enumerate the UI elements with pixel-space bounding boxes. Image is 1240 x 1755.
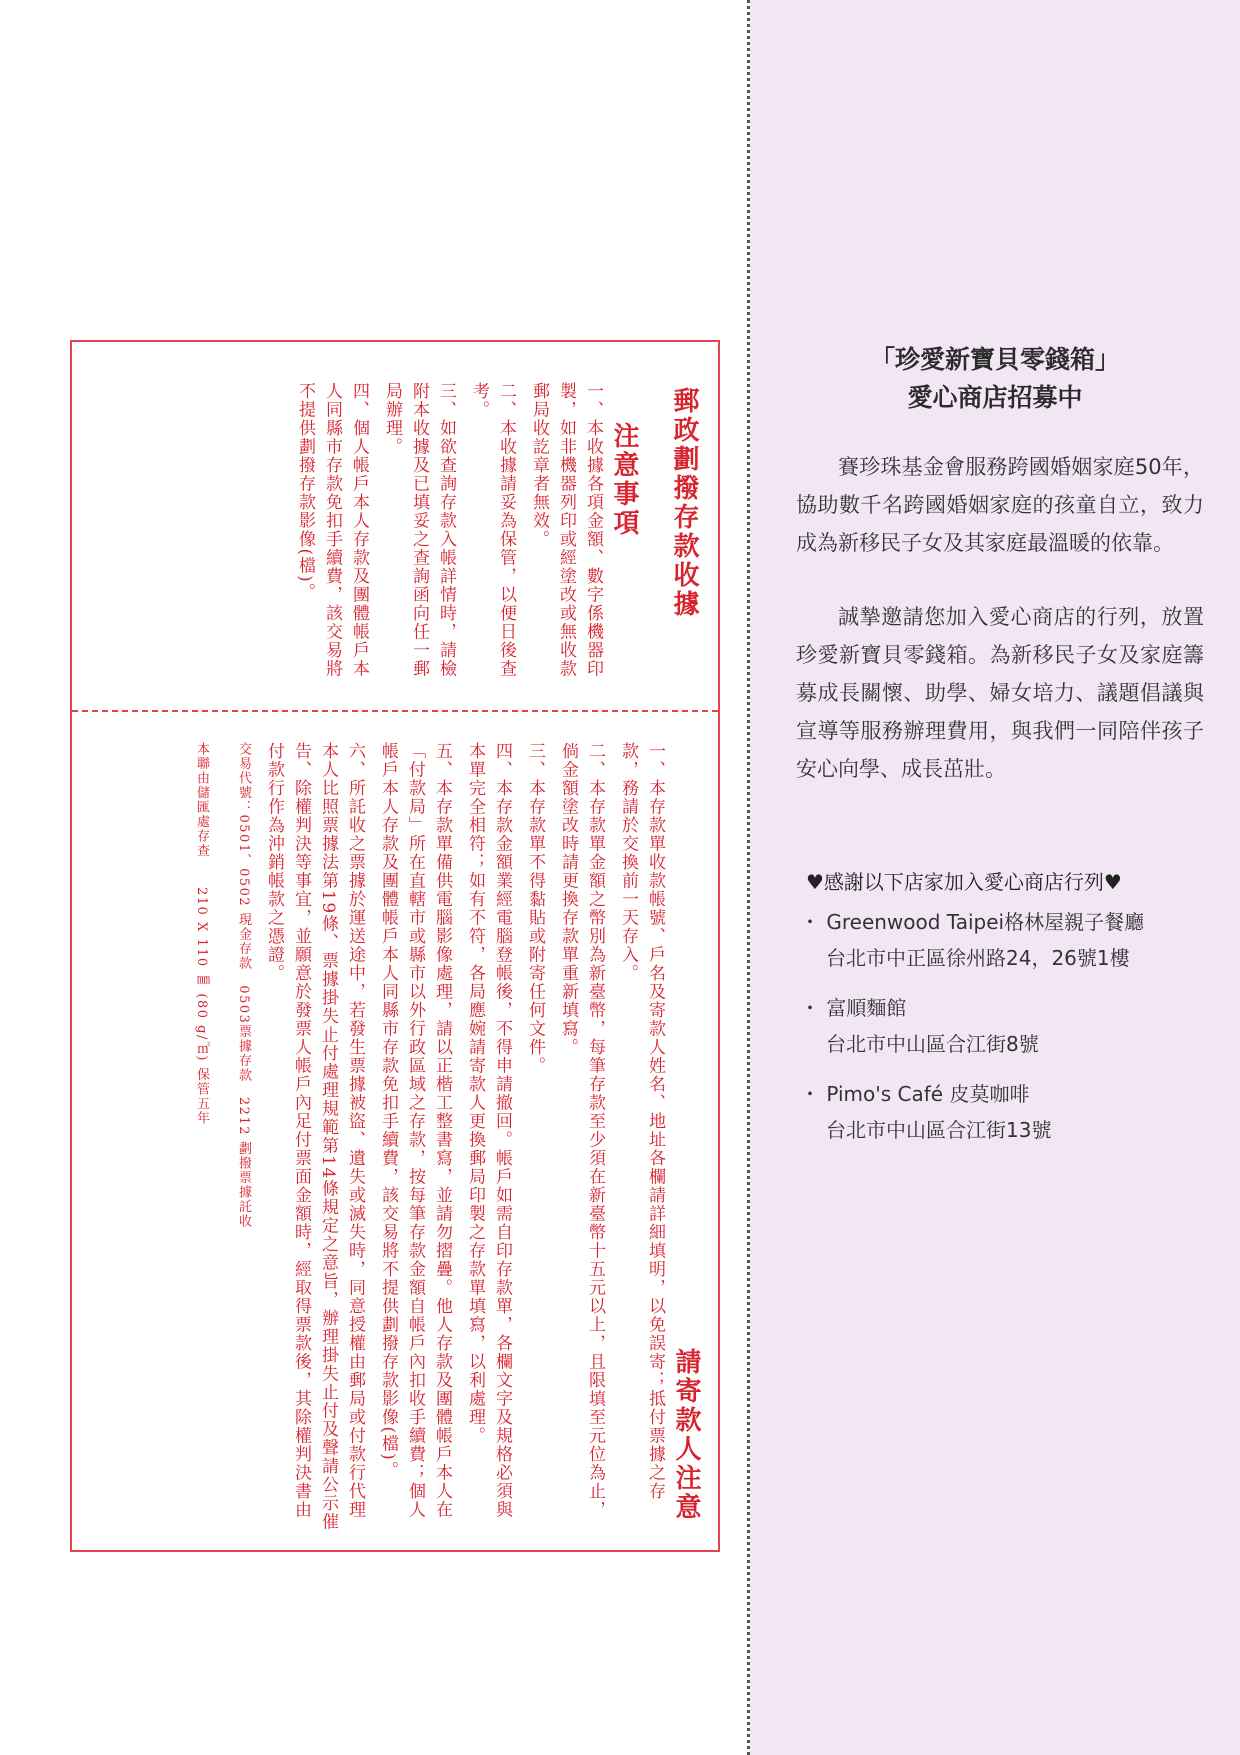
depositor-items: [190, 722, 668, 1532]
store-address: 台北市中山區合江街8號: [826, 1032, 1039, 1056]
receipt-subtitle: 注意事項: [609, 422, 639, 538]
slip-dashed-divider: [72, 710, 718, 712]
campaign-title: 「珍愛新寶貝零錢箱」: [869, 345, 1120, 374]
depositor-item: 六、所託收之票據於運送途中，若發生票據被盜、遺失或滅失時，同意授權由郵局或付款行代理本人比照票據法第19條、票據掛失止付處理規範第14條規定之意旨，辦理掛失止付及聲請公示催告、除權判決等事宜，並願意於發票人帳戶內足付票面金額時，經取得票款後，其除權判決書由付款行作為沖銷帳款之憑證。: [264, 742, 365, 1532]
receipt-notes-panel: [80, 352, 710, 702]
depositor-item: 三、本存款單不得黏貼或附寄任何文件。: [525, 742, 545, 1075]
store-name: ・ 富順麵館: [800, 996, 907, 1020]
receipt-item: 一、本收據各項金額、數字係機器印製，如非機器列印或經塗改或無收款郵局收訖章者無效。: [529, 382, 603, 678]
invite-paragraph: 誠摯邀請您加入愛心商店的行列，放置珍愛新寶貝零錢箱。為新移民子女及家庭籌募成長關懷、助學、婦女培力、議題倡議與宣導等服務辦理費用，與我們一同陪伴孩子安心向學、成長茁壯。: [796, 605, 1204, 781]
slip-footer-codes: 交易代號：0501、0502 現金存款 0503票據存款 2212 劃撥票據託收: [236, 742, 251, 1229]
list-item: [800, 990, 1220, 1062]
depositor-item: 五、本存款單備供電腦影像處理，請以正楷工整書寫，並請勿摺疊。他人存款及團體帳戶本人在「付款局」所在直轄市或縣市以外行政區域之存款，按每筆存款金額自帳戶內扣收手續費；個人帳戶本人存款及團體帳戶本人同縣市存款免扣手續費，該交易將不提供劃撥存款影像(檔)。: [378, 742, 452, 1519]
store-name: ・ Pimo's Café 皮莫咖啡: [800, 1082, 1030, 1106]
receipt-items: [291, 352, 606, 682]
store-address: 台北市中山區合江街13號: [826, 1118, 1052, 1142]
list-item: [800, 1076, 1220, 1148]
depositor-item: 四、本存款金額業經電腦登帳後，不得申請撤回。帳戶如需自印存款單，各欄文字及規格必須與本單完全相符；如有不符，各局應婉請寄款人更換郵局印製之存款單填寫，以利處理。: [465, 742, 512, 1519]
slip-footer-spec: 本聯由儲匯處存查 210 X 110 ㎜ (80 g/㎡) 保管五年: [194, 742, 209, 1126]
receipt-item: 二、本收據請妥為保管，以便日後查考。: [469, 382, 516, 678]
recruitment-panel: [750, 0, 1240, 1755]
receipt-title: 郵政劃撥存款收據: [669, 387, 699, 619]
receipt-item: 四、個人帳戶本人存款及團體帳戶本人同縣市存款免扣手續費，該交易將不提供劃撥存款影像(檔)。: [295, 382, 369, 678]
postal-slip: [70, 340, 720, 1552]
depositor-notes-title: 請寄款人注意: [671, 1348, 701, 1522]
store-list: [800, 904, 1220, 1162]
depositor-item: 二、本存款單金額之幣別為新臺幣，每筆存款至少須在新臺幣十五元以上，且限填至元位為止，倘金額塗改時請更換存款單重新填寫。: [558, 742, 605, 1519]
store-name: ・ Greenwood Taipei格林屋親子餐廳: [800, 910, 1145, 934]
intro-paragraph: 賽珍珠基金會服務跨國婚姻家庭50年，協助數千名跨國婚姻家庭的孩童自立，致力成為新移民子女及其家庭最溫暖的依靠。: [796, 455, 1204, 555]
thanks-line: ♥感謝以下店家加入愛心商店行列♥: [806, 870, 1122, 894]
depositor-item: 一、本存款單收款帳號、戶名及寄款人姓名、地址各欄請詳細填明，以免誤寄；抵付票據之存款，務請於交換前一天存入。: [618, 742, 665, 1501]
list-item: [800, 904, 1220, 976]
receipt-item: 三、如欲查詢存款入帳詳情時，請檢附本收據及已填妥之查詢函向任一郵局辦理。: [382, 382, 456, 678]
campaign-subtitle: 愛心商店招募中: [907, 383, 1083, 412]
depositor-notes-panel: [80, 722, 710, 1542]
store-address: 台北市中正區徐州路24，26號1樓: [826, 946, 1130, 970]
